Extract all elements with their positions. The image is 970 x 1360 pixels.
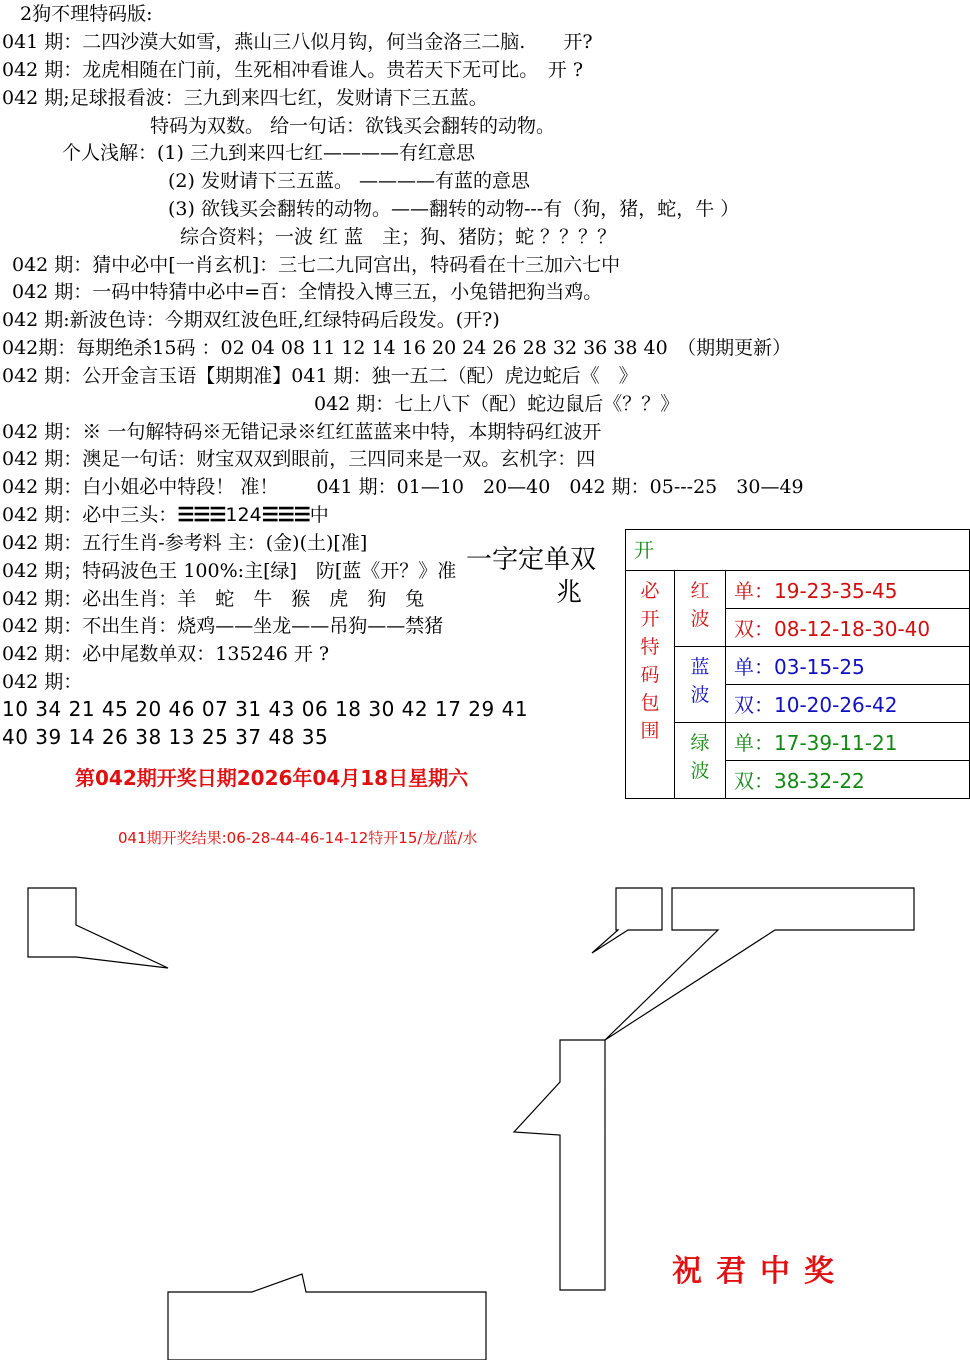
three-heads-end: 中: [309, 504, 329, 526]
last-result: 041期开奖结果:06-28-44-46-14-12特开15/龙/蓝/水: [118, 829, 478, 847]
wish-text: 祝君中奖: [672, 1254, 848, 1289]
green-double: 双：38-32-22: [726, 761, 970, 799]
line-one-sentence: 042 期：※ 一句解特码※无错记录※红红蓝蓝来中特，本期特码红波开: [2, 421, 602, 443]
line-summary: 综合资料；一波 红 蓝 主；狗、猪防；蛇 ？？？？: [180, 226, 617, 248]
callout-tall: [514, 1040, 605, 1290]
line-must-zodiac: 042 期：必出生肖：羊 蛇 牛 猴 虎 狗 兔: [2, 588, 425, 610]
line-xuanji: 042 期：猜中必中[一肖玄机]：三七二九同宫出，特码看在十三加六七中: [12, 254, 621, 276]
bars-right: ☰☰☰: [261, 504, 310, 526]
green-wave-label: 绿波: [675, 723, 726, 799]
line-wave-poem: 042 期:新波色诗：今期双红波色旺,红绿特码后段发。(开?): [2, 309, 500, 331]
blue-single: 单：03-15-25: [726, 647, 970, 685]
callout-bottom: [168, 1274, 486, 1360]
number-row-1: 10 34 21 45 20 46 07 31 43 06 18 30 42 17 29 41: [2, 697, 529, 721]
yizi-title: 一字定单双: [466, 545, 597, 575]
blue-wave-label: 蓝波: [675, 647, 726, 723]
line-yima: 042 期：一码中特猜中必中=百：全情投入博三五，小兔错把狗当鸡。: [12, 281, 603, 303]
draw-date: 第042期开奖日期2026年04月18日星期六: [75, 766, 469, 790]
box-side-label: 必开特码包围: [626, 571, 675, 799]
line-seven-eight: 042 期：七上八下（配）蛇边鼠后《？？》: [314, 393, 680, 415]
box-open: 开: [626, 530, 970, 571]
line-golden-words: 042 期：公开金言玉语【期期准】041 期：独一五二（配）虎边蛇后《 》: [2, 365, 638, 387]
three-heads-label: 042 期：必中三头：: [2, 504, 178, 526]
line-wave-king: 042 期；特码波色王 100%:主[绿] 防[蓝《开？》准: [2, 560, 457, 582]
number-row-2: 40 39 14 26 38 13 25 37 48 35: [2, 725, 329, 749]
line-white-lady: 042 期：白小姐必中特段！ 准！ 041 期：01—10 20—40 042 期：05---25 30—49: [2, 476, 804, 498]
yizi-sub: 兆: [556, 578, 583, 608]
line-personal-1: 个人浅解：(1) 三九到来四七红————有红意思: [62, 142, 475, 164]
line-042-poem: 042 期：龙虎相随在门前，生死相冲看谁人。贵若天下无可比。 开 ?: [2, 59, 584, 81]
page-header: 2狗不理特码版:: [20, 3, 153, 25]
line-no-zodiac: 042 期：不出生肖：烧鸡——坐龙——吊狗——禁猪: [2, 615, 444, 637]
three-heads-number: 124: [225, 504, 262, 526]
callout-left: [28, 888, 168, 968]
green-single: 单：17-39-11-21: [726, 723, 970, 761]
blue-double: 双：10-20-26-42: [726, 685, 970, 723]
line-even-hint: 特码为双数。 给一句话：欲钱买会翻转的动物。: [150, 115, 556, 137]
line-042-label: 042 期：: [2, 671, 83, 693]
line-football: 042 期;足球报看波：三九到来四七红，发财请下三五蓝。: [2, 87, 488, 109]
red-wave-label: 红波: [675, 571, 726, 647]
line-personal-2: (2) 发财请下三五蓝。 ————有蓝的意思: [168, 170, 530, 192]
line-personal-3: (3) 欲钱买会翻转的动物。——翻转的动物---有（狗，猪，蛇，牛 ）: [168, 198, 740, 220]
callout-small-right: [592, 888, 662, 953]
line-tail-numbers: 042 期：必中尾数单双：135246 开 ?: [2, 643, 330, 665]
red-single: 单：19-23-35-45: [726, 571, 970, 609]
line-aozu: 042 期：澳足一句话：财宝双双到眼前，三四同来是一双。玄机字：四: [2, 448, 596, 470]
bars-left: ☰☰☰: [177, 504, 226, 526]
line-five-elements: 042 期：五行生肖-参考料 主：(金)(土)[准]: [2, 532, 368, 554]
line-kill-15: 042期：每期绝杀15码 ：02 04 08 11 12 14 16 20 24 26 28 32 36 38 40 （期期更新）: [2, 337, 792, 359]
line-041-poem: 041 期：二四沙漠大如雪，燕山三八似月钩，何当金洛三二脑. 开?: [2, 31, 593, 53]
red-double: 双：08-12-18-30-40: [726, 609, 970, 647]
